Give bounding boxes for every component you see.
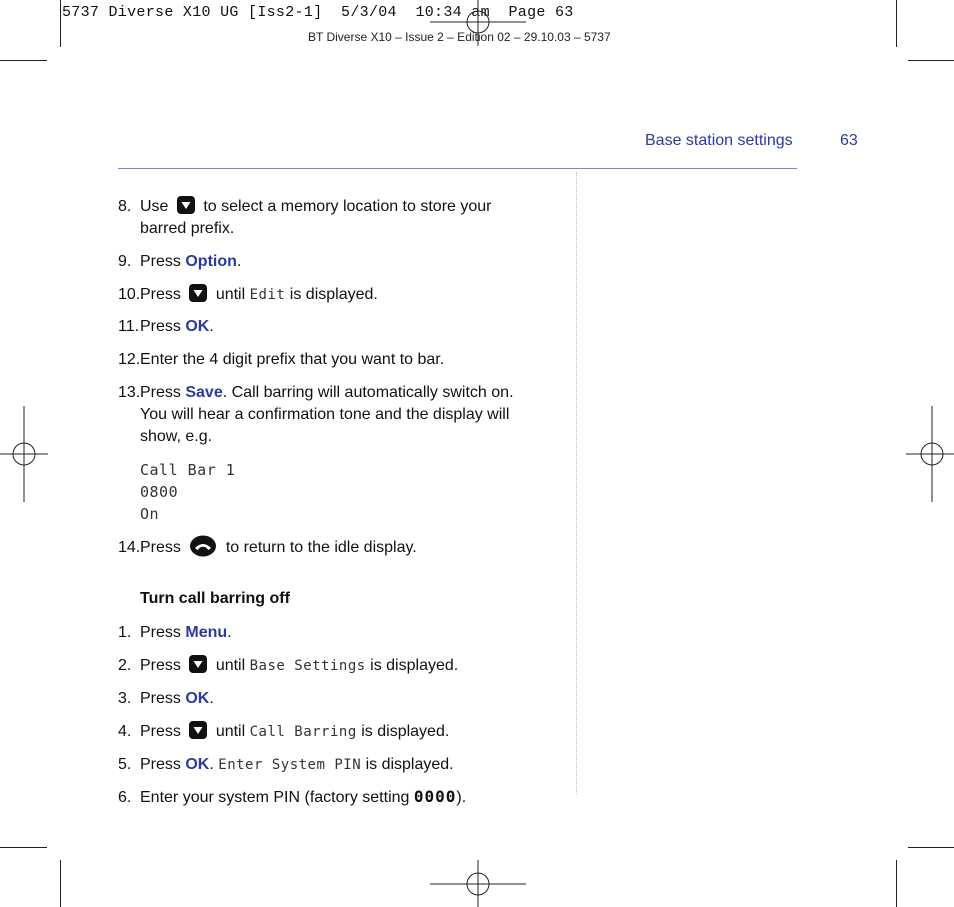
section-heading: Turn call barring off — [140, 590, 290, 607]
step-11: 11.Press OK. — [118, 318, 214, 335]
print-slug: 5737 Diverse X10 UG [Iss2-1] 5/3/04 10:34 am Page 63 — [62, 4, 574, 21]
section-title: Base station settings — [645, 132, 793, 149]
lcd-text: Base Settings — [249, 658, 366, 674]
crop-mark — [60, 0, 61, 47]
page-number: 63 — [840, 132, 858, 149]
lcd-text: Edit — [249, 287, 286, 303]
crop-mark — [0, 847, 47, 848]
step-6: 6. Enter your system PIN (factory setting 0000). — [118, 787, 467, 806]
step-5: 5. Press OK. Enter System PIN is displayed. — [118, 756, 454, 773]
step-14: 14.Press to return to the idle display. — [118, 535, 548, 559]
menu-key-label: Menu — [185, 624, 228, 641]
registration-mark-top — [430, 0, 526, 46]
down-arrow-key-icon — [189, 284, 207, 302]
step-13: 13.Press Save. Call barring will automatically switch on. You will hear a confirmation tone and the display will show, e.g. — [118, 384, 514, 445]
crop-mark — [60, 860, 61, 907]
down-arrow-key-icon — [177, 196, 195, 214]
step-10: 10.Press until Edit is displayed. — [118, 286, 378, 303]
crop-mark — [908, 847, 954, 848]
print-subslug: BT Diverse X10 – Issue 2 – Edition 02 – 29.10.03 – 5737 — [308, 30, 611, 44]
registration-mark-left — [0, 406, 48, 502]
crop-mark — [0, 60, 47, 61]
lcd-text: Enter System PIN — [218, 757, 362, 773]
display-example: Call Bar 1 0800 On — [140, 461, 236, 523]
step-2: 2. Press until Base Settings is displayed. — [118, 657, 459, 674]
step-9: 9. Press Option. — [118, 253, 242, 270]
header-rule — [118, 168, 797, 169]
ok-key-label: OK — [185, 690, 210, 707]
ok-key-label: OK — [185, 318, 210, 335]
registration-mark-bottom — [430, 860, 526, 907]
step-1: 1. Press Menu. — [118, 624, 232, 641]
step-3: 3. Press OK. — [118, 690, 214, 707]
step-8: 8. Use to select a memory location to store your barred prefix. — [118, 198, 492, 237]
crop-mark — [896, 0, 897, 47]
step-12: 12.Enter the 4 digit prefix that you want to bar. — [118, 351, 445, 368]
hang-up-key-icon — [189, 535, 217, 557]
crop-mark — [908, 60, 954, 61]
ok-key-label: OK — [185, 756, 210, 773]
column-divider — [576, 172, 577, 794]
save-key-label: Save — [185, 384, 223, 401]
lcd-text: Call Barring — [249, 724, 357, 740]
down-arrow-key-icon — [189, 655, 207, 673]
step-4: 4. Press until Call Barring is displayed. — [118, 723, 450, 740]
crop-mark — [896, 860, 897, 907]
factory-pin: 0000 — [413, 787, 457, 806]
down-arrow-key-icon — [189, 721, 207, 739]
option-key-label: Option — [185, 253, 237, 270]
registration-mark-right — [906, 406, 954, 502]
